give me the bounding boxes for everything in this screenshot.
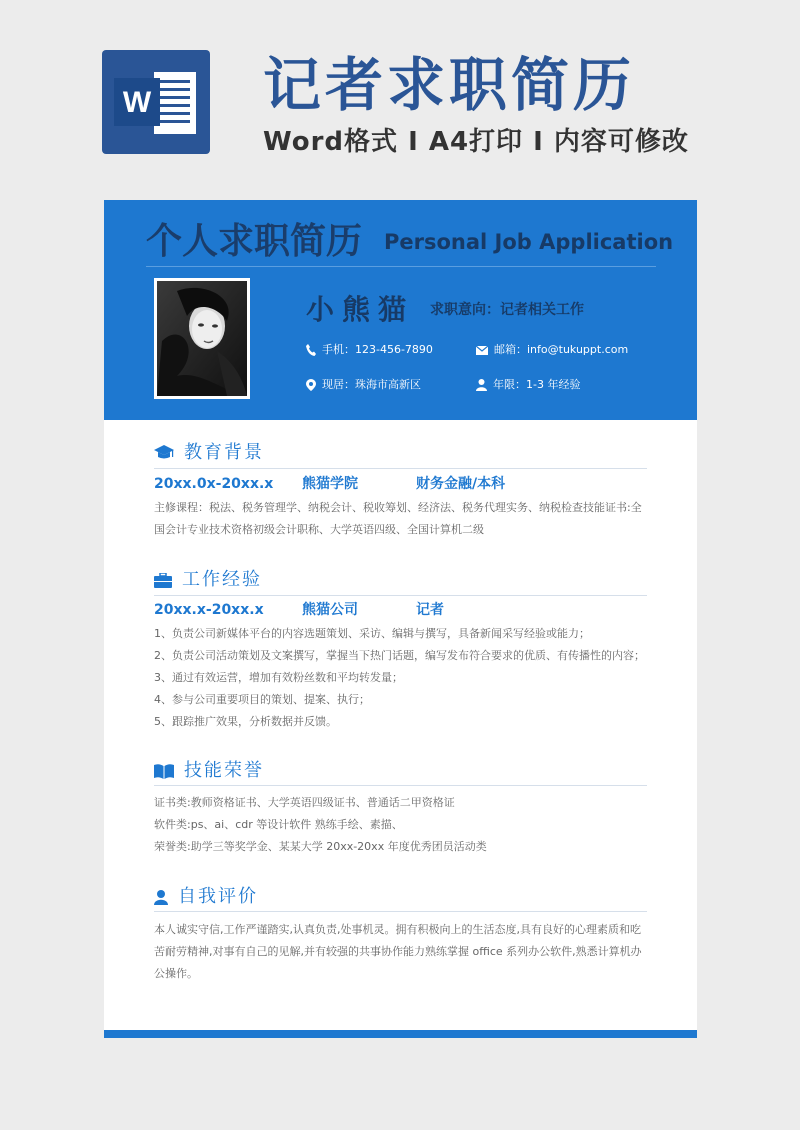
info-phone: [306, 342, 433, 358]
text-line: 软件类:ps、ai、cdr 等设计软件 熟练手绘、素描、: [154, 818, 403, 831]
education-row: [154, 474, 649, 494]
section-work-header: [154, 568, 262, 592]
email-text: 邮箱：info@tukuppt.com: [494, 343, 629, 356]
location-text: 现居：珠海市高新区: [322, 378, 421, 391]
section-education-header: [154, 441, 264, 465]
word-logo-icon: [102, 50, 210, 154]
header-divider: [146, 266, 656, 267]
text-line: 主修课程：税法、税务管理学、纳税会计、税收筹划、经济法、税务代理实务、纳税检查技能证书:全: [154, 501, 642, 514]
text-line: 证书类:教师资格证书、大学英语四级证书、普通话二甲资格证: [154, 796, 455, 809]
candidate-name: 小熊猫: [306, 293, 415, 326]
location-pin-icon: [306, 379, 316, 391]
education-courses: [154, 497, 649, 541]
info-years: [476, 377, 580, 393]
text-line: 1、负责公司新媒体平台的内容选题策划、采访、编辑与撰写，具备新闻采写经验或能力；: [154, 627, 590, 640]
text-line: 2、负责公司活动策划及文案撰写，掌握当下热门话题，编写发布符合要求的优质、有传播性的内容；: [154, 649, 645, 662]
mail-icon: [476, 346, 488, 355]
briefcase-icon: [154, 573, 172, 588]
info-email: [476, 342, 628, 358]
work-company: 熊猫公司: [302, 602, 358, 618]
years-text: 年限：1-3 年经验: [493, 378, 581, 391]
resume-title: 个人求职简历: [146, 221, 363, 262]
work-duties: [154, 623, 649, 733]
skills-list: [154, 792, 649, 858]
banner-title: 记者求职简历: [263, 51, 636, 119]
person-icon: [476, 379, 487, 391]
phone-icon: [306, 344, 316, 356]
section-divider: [154, 468, 647, 469]
text-line: 4、参与公司重要项目的策划、提案、执行；: [154, 693, 370, 706]
work-role: 记者: [416, 602, 444, 618]
resume-card: [104, 200, 697, 1038]
section-self-header: [154, 885, 258, 909]
education-school: 熊猫学院: [302, 476, 358, 492]
section-divider: [154, 785, 647, 786]
text-line: 公操作。: [154, 967, 198, 980]
text-line: 3、通过有效运营，增加有效粉丝数和平均转发量；: [154, 671, 403, 684]
work-date: 20xx.x-20xx.x: [154, 602, 264, 618]
section-education-title: 教育背景: [184, 442, 264, 463]
section-divider: [154, 911, 647, 912]
word-logo-letter: W: [122, 86, 152, 119]
phone-text: 手机：123-456-7890: [322, 343, 433, 356]
graduation-cap-icon: [154, 445, 174, 461]
resume-header: [104, 200, 697, 420]
text-line: 国会计专业技术资格初级会计职称、大学英语四级、全国计算机二级: [154, 523, 484, 536]
education-major: 财务金融/本科: [416, 476, 506, 492]
resume-title-en: Personal Job Application: [384, 230, 674, 254]
info-location: [306, 377, 421, 393]
section-work-title: 工作经验: [182, 569, 262, 590]
text-line: 荣誉类:助学三等奖学金、某某大学 20xx-20xx 年度优秀团员活动类: [154, 840, 487, 853]
text-line: 苦耐劳精神,对事有自己的见解,并有较强的共事协作能力熟练掌握 office 系列办公软件,熟悉计算机办: [154, 945, 642, 958]
profile-photo: [154, 278, 250, 399]
book-icon: [154, 764, 174, 779]
section-skills-header: [154, 759, 264, 783]
user-icon: [154, 890, 168, 905]
work-row: [154, 600, 649, 620]
banner-subtitle: Word格式 I A4打印 I 内容可修改: [263, 127, 689, 157]
section-skills-title: 技能荣誉: [184, 760, 264, 781]
section-divider: [154, 595, 647, 596]
resume-footer-bar: [104, 1030, 697, 1038]
text-line: 本人诚实守信,工作严谨踏实,认真负责,处事机灵。拥有积极向上的生活态度,具有良好的心理素质和吃: [154, 923, 641, 936]
job-intent: 求职意向：记者相关工作: [430, 302, 584, 318]
education-date: 20xx.0x-20xx.x: [154, 476, 274, 492]
self-evaluation-text: [154, 919, 649, 985]
section-self-title: 自我评价: [178, 886, 258, 907]
text-line: 5、跟踪推广效果，分析数据并反馈。: [154, 715, 337, 728]
